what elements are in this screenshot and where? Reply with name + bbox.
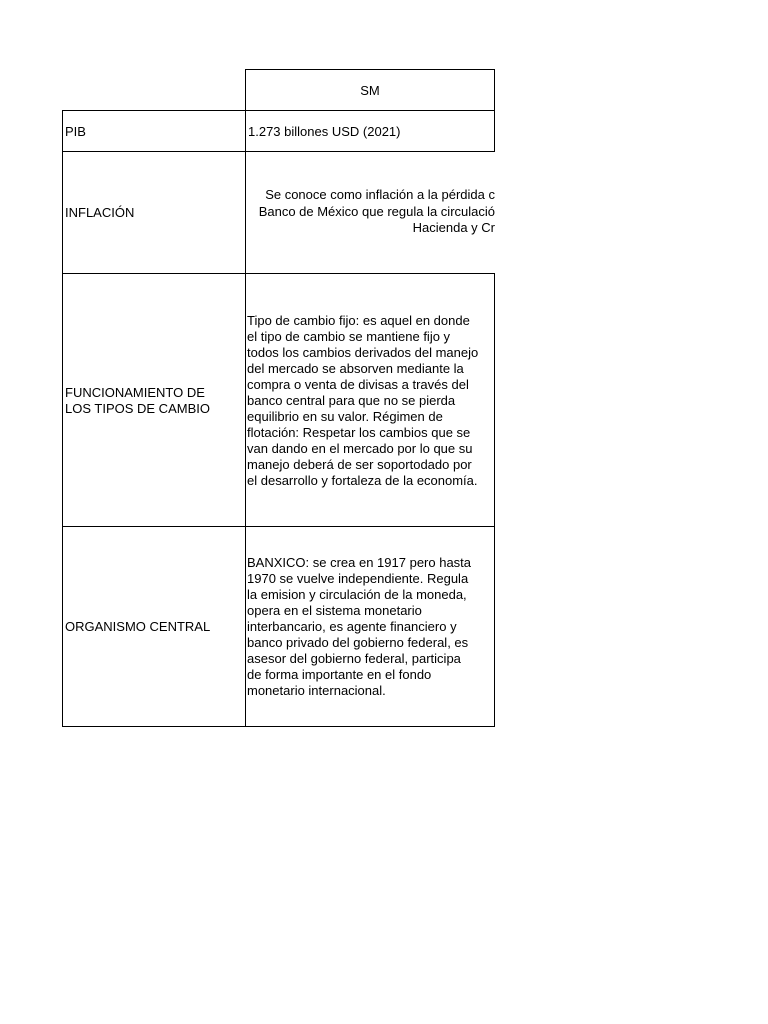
header-label: SM [360,82,380,98]
label-cell-organismo[interactable] [62,526,246,727]
value-cell-funcionamiento[interactable] [245,273,495,527]
row-value: Tipo de cambio fijo: es aquel en donde el tipo de cambio se mantiene fijo y todos los cambios derivados del manejo del mercado se absorven mediante la compra o venta de divisas a través del banco central para que no se pierda equilibrio en su valor. Régimen de flotación: Respetar los cambios que se van dando en el mercado por lo que su manejo deberá de ser soportodado por el desarrollo y fortaleza de la economía. [247,312,479,488]
row-label: FUNCIONAMIENTO DE LOS TIPOS DE CAMBIO [65,384,210,416]
row-value: 1.273 billones USD (2021) [248,123,401,139]
value-cell-pib[interactable] [245,110,495,152]
label-cell-funcionamiento[interactable] [62,273,246,527]
inflacion-text: Se conoce como inflación a la pérdida c Banco de México que regula la circulació Hacienda y Cr [258,187,495,235]
row-label: PIB [65,123,86,139]
header-cell-sm[interactable] [245,69,495,111]
row-label: ORGANISMO CENTRAL [65,618,211,634]
label-cell-pib[interactable] [62,110,246,152]
row-label: INFLACIÓN [65,205,135,220]
value-cell-organismo[interactable] [245,526,495,727]
label-cell-inflacion[interactable] [62,151,246,274]
row-value: BANXICO: se crea en 1917 pero hasta 1970 se vuelve independiente. Regula la emision y circulación de la moneda, opera en el sistema monetario interbancario, es agente financiero y banco privado del gobierno federal, es asesor del gobierno federal, participa de forma importante en el fondo monetario internacional. [247,554,472,698]
value-cell-inflacion[interactable] [245,151,495,274]
